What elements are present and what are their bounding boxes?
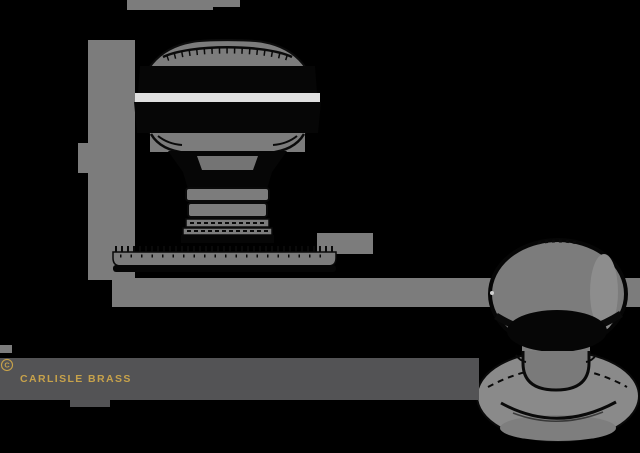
brand-name: CARLISLE BRASS — [20, 373, 132, 385]
banner-step — [70, 400, 110, 407]
brand-banner — [0, 358, 479, 400]
figure-side-view — [113, 40, 336, 272]
logo-monogram: C — [4, 360, 10, 370]
mask-chip — [0, 345, 12, 353]
carlisle-brass-roundel-icon — [0, 358, 14, 372]
carlisle-brass-logo — [4, 360, 132, 385]
figure-perspective-view — [477, 310, 639, 441]
